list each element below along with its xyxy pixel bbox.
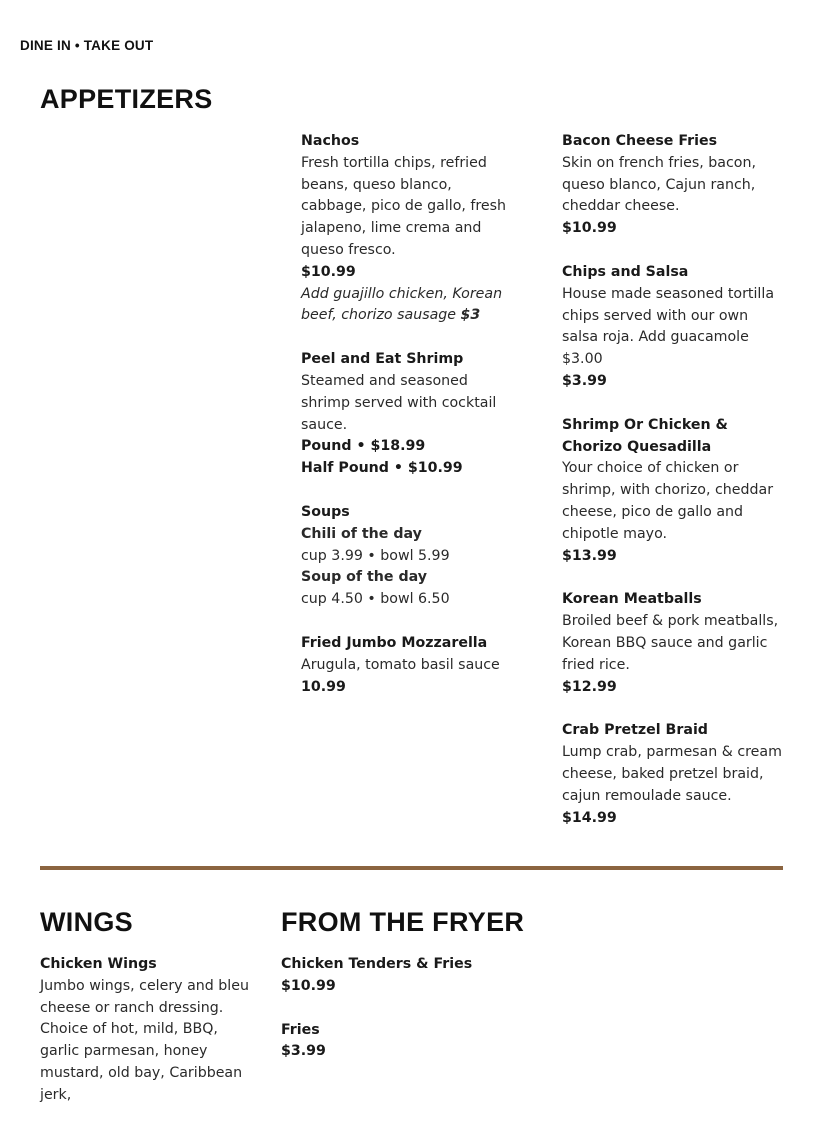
item-name: Chips and Salsa <box>562 263 689 280</box>
item-price: $10.99 <box>562 220 617 237</box>
item-price: $10.99 <box>281 977 336 994</box>
item-name: Korean Meatballs <box>562 591 702 608</box>
item-description: Arugula, tomato basil sauce <box>301 656 500 673</box>
item-price: $10.99 <box>301 263 356 280</box>
item-price: $12.99 <box>562 678 617 695</box>
menu-item-soups <box>301 502 521 611</box>
item-description: Jumbo wings, celery and bleu cheese or ranch dressing. Choice of hot, mild, BBQ, garlic parmesan, honey mustard, old bay, Caribbean jerk, <box>40 977 249 1103</box>
item-name: Peel and Eat Shrimp <box>301 351 464 368</box>
wings-title: WINGS <box>40 907 133 937</box>
section-divider <box>40 866 783 870</box>
fryer-title: FROM THE FRYER <box>281 907 525 937</box>
item-name: Fried Jumbo Mozzarella <box>301 634 488 651</box>
item-name: Bacon Cheese Fries <box>562 133 718 149</box>
menu-item-quesadilla <box>562 415 784 568</box>
item-name: Shrimp Or Chicken & Chorizo Quesadilla <box>562 416 728 455</box>
item-description: Steamed and seasoned shrimp served with cocktail sauce. <box>301 372 497 433</box>
menu-item-chips-and-salsa <box>562 262 784 393</box>
soup-chili-name: Chili of the day <box>301 525 422 542</box>
item-description: Fresh tortilla chips, refried beans, queso blanco, cabbage, pico de gallo, fresh jalapeno, lime crema and queso fresco. <box>301 154 507 258</box>
item-name: Crab Pretzel Braid <box>562 722 708 739</box>
menu-item-nachos <box>301 131 521 327</box>
item-name: Chicken Wings <box>40 956 157 972</box>
menu-item-crab-pretzel-braid <box>562 720 784 829</box>
item-name: Chicken Tenders & Fries <box>281 956 473 972</box>
menu-item-chicken-wings <box>40 954 258 1107</box>
item-description: Lump crab, parmesan & cream cheese, baked pretzel braid, cajun remoulade sauce. <box>562 744 782 804</box>
addon-price: $3 <box>460 307 481 324</box>
menu-item-chicken-tenders-fries <box>281 954 541 998</box>
appetizers-column-1 <box>301 131 521 720</box>
item-addon-note <box>301 284 521 328</box>
menu-item-fries <box>281 1020 541 1064</box>
item-price: $14.99 <box>562 809 617 826</box>
item-name: Soups <box>301 503 350 520</box>
item-description: Your choice of chicken or shrimp, with chorizo, cheddar cheese, pico de gallo and chipotle mayo. <box>562 460 774 542</box>
menu-item-fried-jumbo-mozzarella <box>301 633 521 698</box>
item-price: $3.99 <box>562 372 607 389</box>
fryer-column <box>281 954 541 1085</box>
menu-item-peel-and-eat-shrimp <box>301 349 521 480</box>
item-price: $13.99 <box>562 547 617 564</box>
appetizers-column-2 <box>562 131 784 851</box>
item-price-pound: Pound • $18.99 <box>301 438 426 455</box>
item-description: House made seasoned tortilla chips served with our own salsa roja. Add guacamole $3.00 <box>562 285 775 368</box>
addon-text: Add guajillo chicken, Korean beef, chorizo sausage <box>301 285 503 324</box>
item-price-half-pound: Half Pound • $10.99 <box>301 460 463 477</box>
menu-item-bacon-cheese-fries <box>562 131 784 240</box>
item-name: Fries <box>281 1021 320 1038</box>
menu-item-korean-meatballs <box>562 589 784 698</box>
item-price: $3.99 <box>281 1043 326 1060</box>
soup-of-day-name: Soup of the day <box>301 569 428 586</box>
item-description: Skin on french fries, bacon, queso blanco, Cajun ranch, cheddar cheese. <box>562 154 756 215</box>
item-name: Nachos <box>301 133 360 149</box>
soup-chili-price: cup 3.99 • bowl 5.99 <box>301 547 450 564</box>
soup-of-day-price: cup 4.50 • bowl 6.50 <box>301 591 450 608</box>
wings-column <box>40 954 258 1129</box>
service-options: DINE IN • TAKE OUT <box>20 38 154 53</box>
item-price: 10.99 <box>301 678 346 695</box>
appetizers-title: APPETIZERS <box>40 84 213 114</box>
item-description: Broiled beef & pork meatballs, Korean BBQ sauce and garlic fried rice. <box>562 613 779 673</box>
